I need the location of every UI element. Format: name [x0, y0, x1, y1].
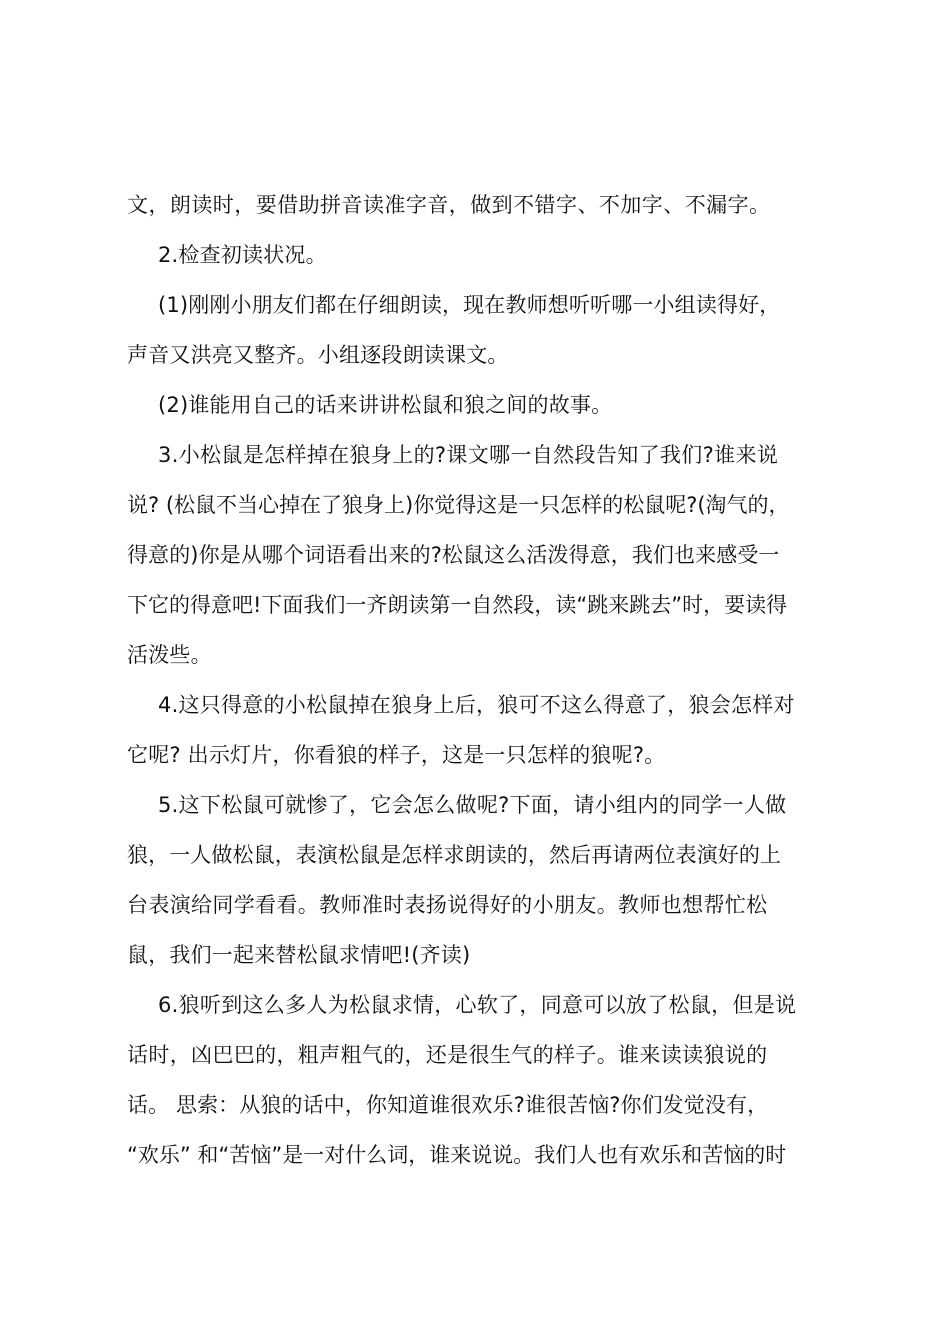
text-line: 下它的得意吧!下面我们一齐朗读第一自然段，读“跳来跳去”时，要读得	[127, 593, 788, 617]
text-line: 文，朗读时，要借助拼音读准字音，做到不错字、不加字、不漏字。	[127, 193, 771, 217]
text-line: 狼，一人做松鼠，表演松鼠是怎样求朗读的，然后再请两位表演好的上	[127, 843, 782, 867]
text-line: (1)刚刚小朋友们都在仔细朗读，现在教师想听听哪一小组读得好，	[158, 293, 781, 317]
text-line: 鼠，我们一起来替松鼠求情吧!(齐读)	[127, 943, 471, 967]
text-line: 声音又洪亮又整齐。小组逐段朗读课文。	[127, 343, 509, 367]
text-line: 6.狼听到这么多人为松鼠求情，心软了，同意可以放了松鼠，但是说	[158, 993, 797, 1017]
text-line: 2.检查初读状况。	[158, 243, 327, 267]
text-line: 话时，凶巴巴的，粗声粗气的，还是很生气的样子。谁来读读狼说的	[127, 1043, 768, 1067]
text-line: 5.这下松鼠可就惨了，它会怎么做呢?下面，请小组内的同学一人做	[158, 793, 787, 817]
text-line: 台表演给同学看看。教师准时表扬说得好的小朋友。教师也想帮忙松	[127, 893, 768, 917]
text-line: 话。 思索：从狼的话中，你知道谁很欢乐?谁很苦恼?你们发觉没有，	[127, 1093, 769, 1117]
text-line: 4.这只得意的小松鼠掉在狼身上后，狼可不这么得意了，狼会怎样对	[158, 693, 795, 717]
text-line: (2)谁能用自己的话来讲讲松鼠和狼之间的故事。	[158, 393, 613, 417]
text-line: 得意的)你是从哪个词语看出来的?松鼠这么活泼得意，我们也来感受一	[127, 543, 780, 567]
text-line: 它呢? 出示灯片，你看狼的样子，这是一只怎样的狼呢?。	[127, 743, 666, 767]
text-line: “欢乐” 和“苦恼”是一对什么词，谁来说说。我们人也有欢乐和苦恼的时	[127, 1143, 787, 1167]
text-line: 说? (松鼠不当心掉在了狼身上)你觉得这是一只怎样的松鼠呢?(淘气的，	[127, 493, 790, 517]
text-line: 3.小松鼠是怎样掉在狼身上的?课文哪一自然段告知了我们?谁来说	[158, 443, 779, 467]
text-line: 活泼些。	[127, 643, 212, 667]
